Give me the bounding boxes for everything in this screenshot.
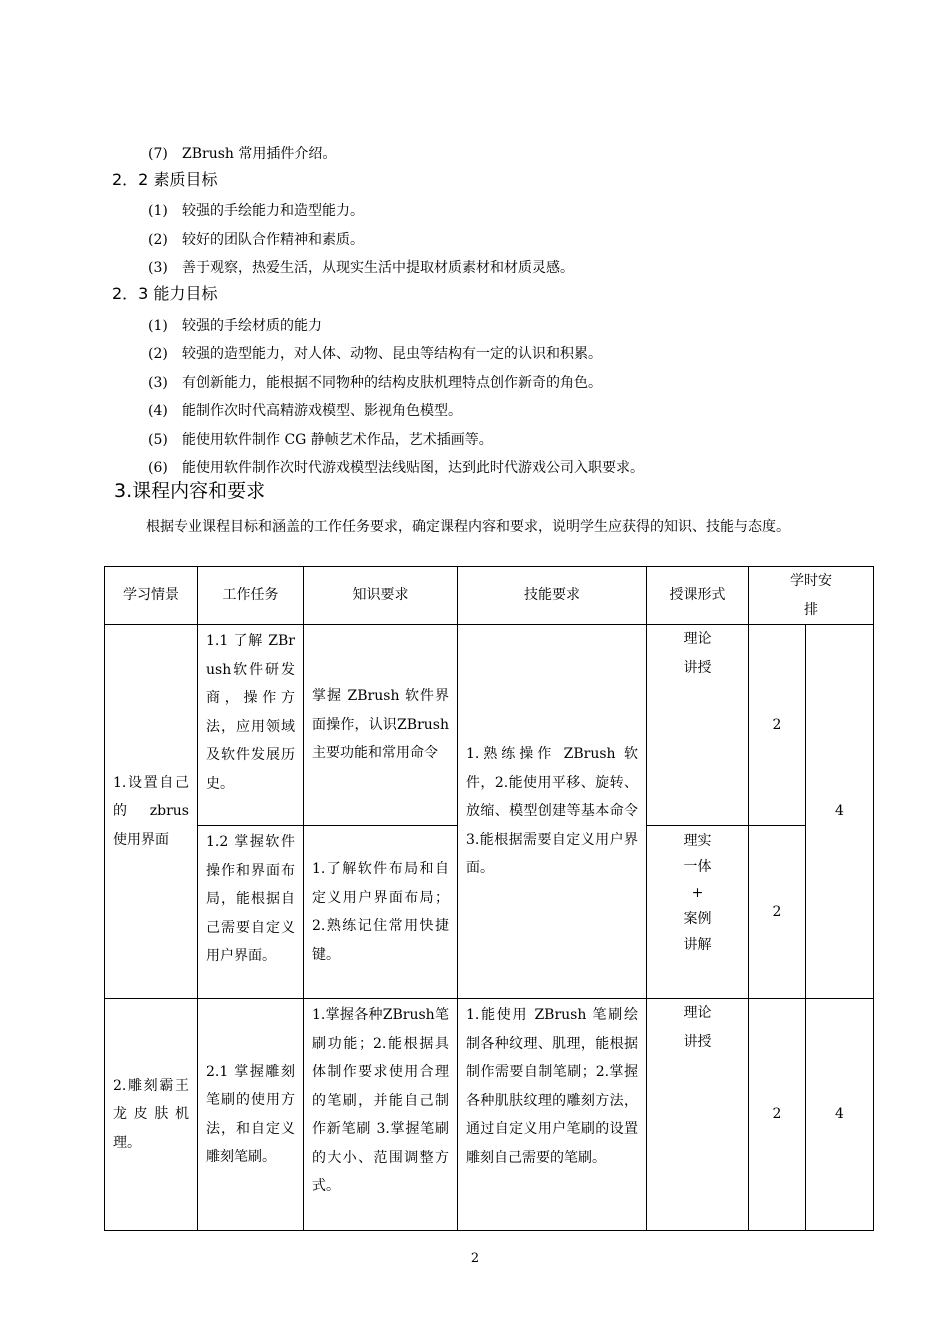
quality-item-1: [148, 201, 364, 221]
quality-item-2: [148, 230, 364, 250]
scenario-cell: 1.设置自己的 zbrus 使用界面: [105, 625, 198, 999]
item-number: (6): [148, 460, 168, 476]
ability-item-3: [148, 373, 602, 393]
skill-cell: 1.能使用 ZBrush 笔刷绘制各种纹理、肌理，能根据制作需要自制笔刷；2.掌握各种肌肤纹理的雕刻方法，通过自定义用户笔刷的设置雕刻自己需要的笔刷。: [458, 999, 647, 1231]
item-number: (7): [148, 146, 168, 162]
form-cell: [647, 826, 749, 999]
form-line: 一体: [683, 859, 712, 875]
item-text: 能制作次时代高精游戏模型、影视角色模型。: [182, 403, 462, 419]
header-knowledge: 知识要求: [304, 567, 458, 625]
task-cell: 1.1 了解 ZBrush软件研发商，操作方法，应用领域及软件发展历史。: [198, 625, 304, 826]
ability-item-4: [148, 401, 462, 421]
hours-cell: 2: [749, 826, 806, 999]
form-line: +: [691, 885, 704, 901]
section-3-heading: 3.课程内容和要求: [114, 480, 266, 502]
total-hours-cell: 4: [806, 625, 874, 999]
item-number: (2): [148, 346, 168, 362]
ability-goals-heading: 2．3 能力目标: [112, 284, 218, 303]
item-text: 善于观察，热爱生活，从现实生活中提取材质素材和材质灵感。: [182, 260, 574, 276]
header-form: 授课形式: [647, 567, 749, 625]
knowledge-item-7: [148, 144, 336, 164]
item-number: (1): [148, 203, 168, 219]
task-cell: 1.2 掌握软件操作和界面布局，能根据自己需要自定义用户界面。: [198, 826, 304, 999]
item-number: (3): [148, 375, 168, 391]
form-cell: 理论讲授: [647, 625, 749, 826]
page-number: 2: [470, 1251, 480, 1266]
form-line: 理实: [683, 833, 712, 849]
knowledge-cell: 1.了解软件布局和自定义用户界面布局；2.熟练记住常用快捷键。: [304, 826, 458, 999]
knowledge-cell: 掌握 ZBrush 软件界面操作，认识ZBrush主要功能和常用命令: [304, 625, 458, 826]
quality-goals-heading: 2．2 素质目标: [112, 170, 218, 189]
hours-cell: 2: [749, 999, 806, 1231]
item-number: (2): [148, 232, 168, 248]
knowledge-cell: 1.掌握各种ZBrush笔刷功能；2.能根据具体制作要求使用合理的笔刷，并能自己制作新笔刷 3.掌握笔刷的大小、范围调整方式。: [304, 999, 458, 1231]
item-text: 有创新能力，能根据不同物种的结构皮肤机理特点创作新奇的角色。: [182, 375, 602, 391]
item-number: (1): [148, 318, 168, 334]
item-text: 较强的手绘材质的能力: [182, 318, 322, 334]
item-text: 能使用软件制作次时代游戏模型法线贴图，达到此时代游戏公司入职要求。: [182, 460, 644, 476]
hours-cell: 2: [749, 625, 806, 826]
form-line: 讲解: [683, 937, 712, 953]
table-row: [105, 625, 874, 826]
header-scenario: 学习情景: [105, 567, 198, 625]
section-3-intro: 根据专业课程目标和涵盖的工作任务要求，确定课程内容和要求，说明学生应获得的知识、技能与态度。: [146, 519, 790, 535]
item-number: (3): [148, 260, 168, 276]
ability-item-1: [148, 316, 322, 336]
total-hours-cell: 4: [806, 999, 874, 1231]
item-number: (5): [148, 432, 168, 448]
task-cell: 2.1 掌握雕刻笔刷的使用方法，和自定义雕刻笔刷。: [198, 999, 304, 1231]
form-cell: 理论讲授: [647, 999, 749, 1231]
scenario-cell: 2.雕刻霸王龙皮肤机理。: [105, 999, 198, 1231]
form-line: 案例: [683, 911, 712, 927]
ability-item-5: [148, 430, 493, 450]
header-task: 工作任务: [198, 567, 304, 625]
item-text: 较强的手绘能力和造型能力。: [182, 203, 364, 219]
header-hours: 学时安排: [749, 567, 874, 625]
header-skill: 技能要求: [458, 567, 647, 625]
item-number: (4): [148, 403, 168, 419]
item-text: 能使用软件制作 CG 静帧艺术作品，艺术插画等。: [182, 432, 493, 448]
ability-item-2: [148, 344, 602, 364]
item-text: ZBrush 常用插件介绍。: [182, 146, 337, 162]
item-text: 较好的团队合作精神和素质。: [182, 232, 364, 248]
ability-item-6: [148, 458, 644, 478]
course-content-table: [104, 566, 874, 1231]
table-row: [105, 999, 874, 1231]
quality-item-3: [148, 258, 574, 278]
table-header-row: [105, 567, 874, 625]
skill-cell: 1.熟练操作 ZBrush 软件，2.能使用平移、旋转、放缩、模型创建等基本命令 3.能根据需要自定义用户界面。: [458, 625, 647, 999]
item-text: 较强的造型能力，对人体、动物、昆虫等结构有一定的认识和积累。: [182, 346, 602, 362]
